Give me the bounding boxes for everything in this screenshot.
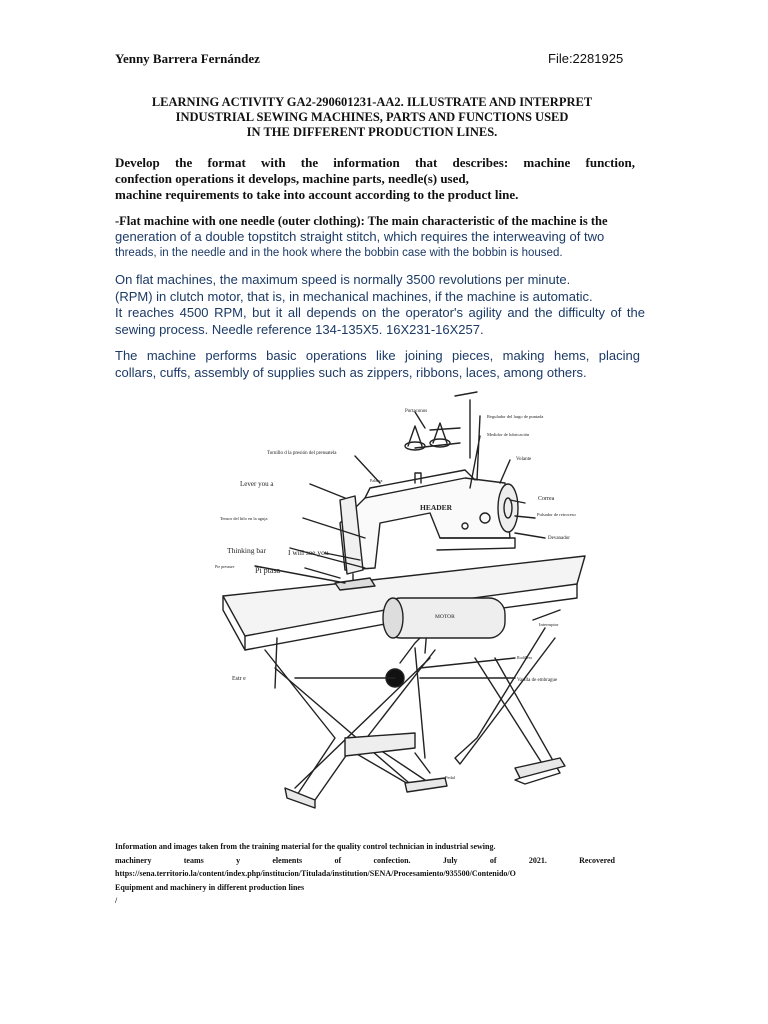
label-lever: Lever you a	[240, 480, 274, 488]
label-motor: MOTOR	[435, 614, 455, 620]
footnote-line: Information and images taken from the training material for the quality control technician in industrial sewing.	[115, 842, 496, 851]
label-correa: Correa	[538, 496, 555, 502]
footnote-line: machinery teams y elements of confection. July of 2021. Recovered	[115, 855, 615, 865]
sewing-machine-illustration	[215, 388, 590, 813]
label-regulador: Regulador del largo de puntada	[487, 414, 544, 419]
label-devanador: Devanador	[548, 536, 570, 541]
intro-line: machine requirements to take into account according to the product line.	[115, 187, 519, 202]
label-rodillera: Rodillera	[517, 655, 532, 660]
intro-line: Develop the format with the information that describes: machine function,	[115, 155, 635, 170]
label-estr: Estr e	[232, 676, 246, 682]
label-interruptor: Interruptor	[539, 622, 559, 627]
label-header-brand: HEADER	[420, 503, 453, 512]
label-presion: Tornillo d la presión del prensatela	[267, 451, 337, 456]
paragraph-line: collars, cuffs, assembly of supplies such as zippers, ribbons, laces, among others.	[115, 364, 587, 380]
paragraph-line: (RPM) in clutch motor, that is, in mechanical machines, if the machine is automatic.	[115, 288, 593, 304]
operations-paragraph	[115, 348, 640, 381]
file-number: File:2281925	[548, 51, 624, 66]
label-pedal: Pedal	[445, 775, 455, 780]
source-footnote	[115, 840, 615, 908]
intro-line: confection operations it develops, machine parts, needle(s) used,	[115, 171, 469, 186]
footnote-url: https://sena.territorio.la/content/index.php/institucion/Titulada/institution/SENA/Procesamiento/935500/Contenido/O	[115, 869, 516, 878]
title-line: INDUSTRIAL SEWING MACHINES, PARTS AND FUNCTIONS USED	[175, 110, 569, 124]
title-line: LEARNING ACTIVITY GA2-290601231-AA2. ILLUSTRATE AND INTERPRET	[151, 95, 593, 109]
label-portaconos: Portaconos	[405, 409, 428, 414]
label-volante: Volante	[516, 457, 532, 462]
label-pi-ptasa: Pi ptasa	[255, 566, 281, 575]
label-palanca: Palanca	[370, 478, 383, 483]
flat-machine-paragraph	[115, 213, 645, 261]
footnote-line: /	[115, 896, 118, 905]
paragraph-line: On flat machines, the maximum speed is normally 3500 revolutions per minute.	[115, 272, 571, 287]
paragraph-line: The machine performs basic operations like joining pieces, making hems, placing	[115, 348, 640, 363]
paragraph-line: threads, in the needle and in the hook where the bobbin case with the bobbin is housed.	[115, 247, 563, 259]
paragraph-lead: -Flat machine with one needle (outer clothing): The main characteristic of the machine is the	[115, 214, 608, 228]
label-tensor: Tensor del hilo en la aguja	[220, 516, 268, 521]
label-seeyou: I will see you	[288, 548, 329, 557]
title-line: IN THE DIFFERENT PRODUCTION LINES.	[246, 125, 498, 139]
author-name: Yenny Barrera Fernández	[115, 51, 260, 66]
label-medidor: Medidor de lubricación	[487, 432, 530, 437]
footnote-line: Equipment and machinery in different production lines	[115, 882, 305, 892]
paragraph-line: It reaches 4500 RPM, but it all depends on the operator's agility and the difficulty of the	[115, 305, 645, 320]
page-title	[112, 95, 632, 140]
paragraph-line: generation of a double topstitch straight stitch, which requires the interweaving of two	[115, 229, 605, 244]
label-pulsador: Pulsador de retroceso	[537, 512, 576, 517]
label-thinking: Thinking bar	[227, 546, 266, 555]
label-pie: Pie pressure	[215, 564, 235, 569]
paragraph-line: sewing process. Needle reference 134-135X5. 16X231-16X257.	[115, 321, 484, 337]
intro-paragraph	[115, 155, 635, 203]
speed-paragraph	[115, 272, 645, 338]
label-varilla: Varilla de embrague	[517, 678, 558, 683]
